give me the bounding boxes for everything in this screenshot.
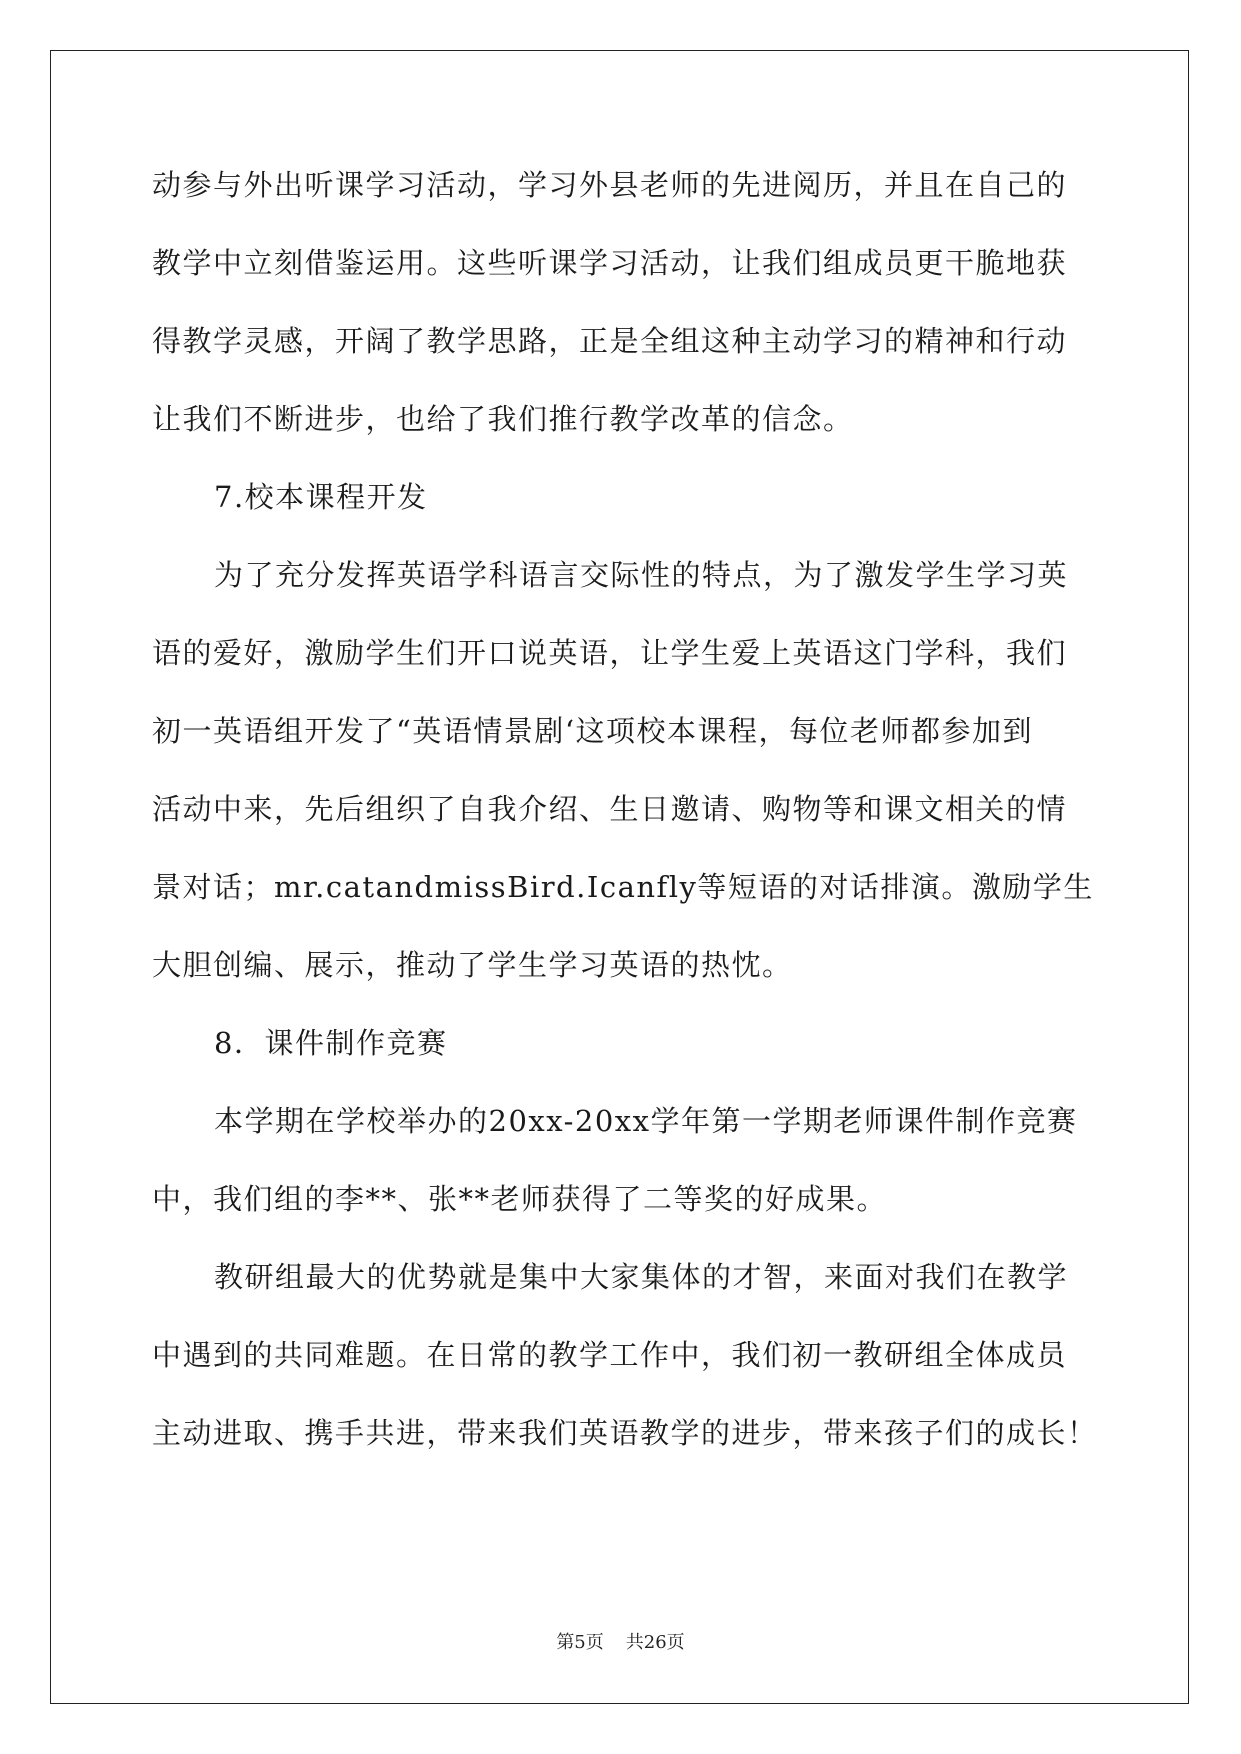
- paragraph-line: 让我们不断进步，也给了我们推行教学改革的信念。: [152, 402, 854, 436]
- page-footer: [0, 1628, 1241, 1654]
- document-body: [152, 161, 1098, 1487]
- paragraph-line: 为了充分发挥英语学科语言交际性的特点，为了激发学生学习英: [214, 558, 1069, 592]
- paragraph-line: 语的爱好，激励学生们开口说英语，让学生爱上英语这门学科，我们: [152, 636, 1068, 670]
- paragraph-line: 初一英语组开发了“英语情景剧‘这项校本课程，每位老师都参加到: [152, 714, 1034, 748]
- paragraph-line: 本学期在学校举办的20xx-20xx学年第一学期老师课件制作竞赛: [214, 1104, 1078, 1138]
- paragraph-line: 大胆创编、展示，推动了学生学习英语的热忱。: [152, 948, 793, 982]
- page-number: 第5页: [556, 1632, 604, 1653]
- page-total: 共26页: [625, 1632, 685, 1653]
- paragraph-line: 活动中来，先后组织了自我介绍、生日邀请、购物等和课文相关的情: [152, 792, 1068, 826]
- paragraph-line: 得教学灵感，开阔了教学思路，正是全组这种主动学习的精神和行动: [152, 324, 1068, 358]
- paragraph-line: 主动进取、携手共进，带来我们英语教学的进步，带来孩子们的成长！: [152, 1416, 1098, 1450]
- paragraph-line: 动参与外出听课学习活动，学习外县老师的先进阅历，并且在自己的: [152, 168, 1068, 202]
- paragraph-line: 景对话；mr.catandmissBird.Icanfly等短语的对话排演。激励学生: [152, 870, 1094, 904]
- section-heading: 8．课件制作竞赛: [214, 1026, 448, 1060]
- section-heading: 7.校本课程开发: [214, 480, 428, 514]
- paragraph-line: 教研组最大的优势就是集中大家集体的才智，来面对我们在教学: [214, 1260, 1069, 1294]
- paragraph-line: 教学中立刻借鉴运用。这些听课学习活动，让我们组成员更干脆地获: [152, 246, 1068, 280]
- paragraph-line: 中遇到的共同难题。在日常的教学工作中，我们初一教研组全体成员: [152, 1338, 1068, 1372]
- paragraph-line: 中，我们组的李**、张**老师获得了二等奖的好成果。: [152, 1182, 888, 1216]
